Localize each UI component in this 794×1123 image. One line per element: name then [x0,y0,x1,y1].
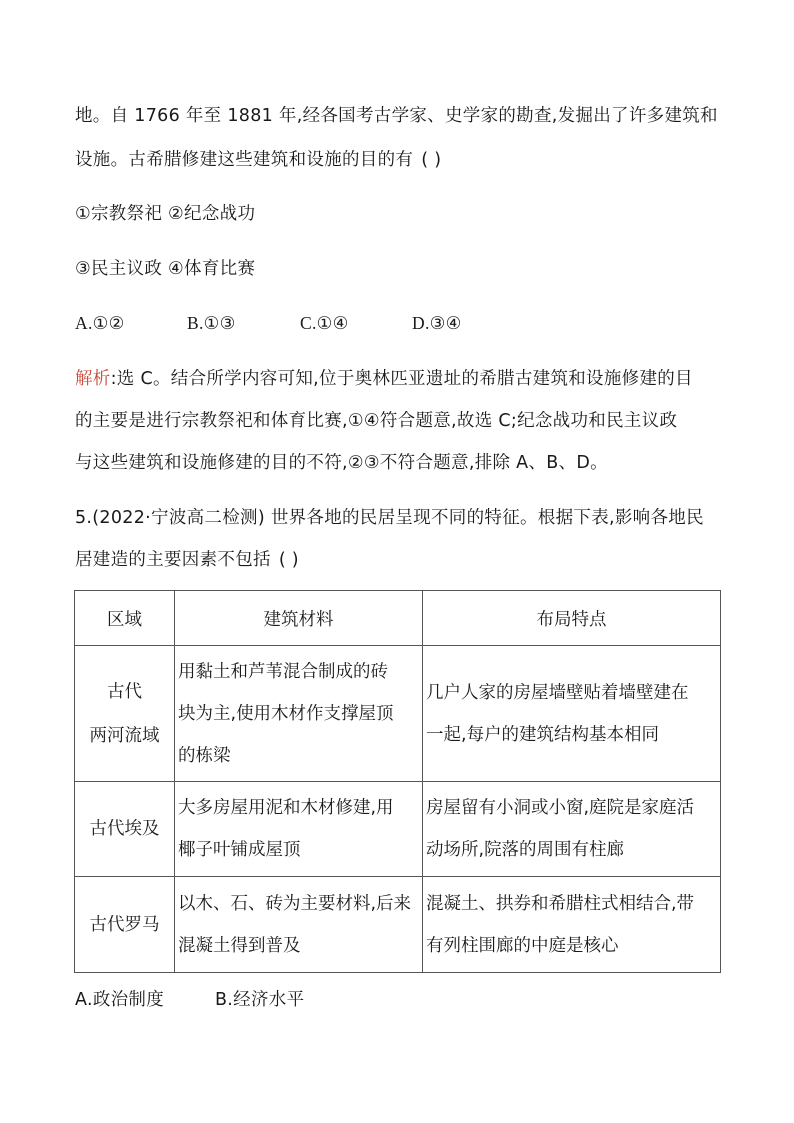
region-cell [75,782,175,877]
question5-text-line-2 [75,548,299,572]
region-line: 古代罗马 [89,914,160,935]
layout-line: 房屋留有小洞或小窗,庭院是家庭活 [426,798,695,818]
table-row [75,646,721,782]
layout-line: 几户人家的房屋墙壁贴着墙壁建在 [426,682,689,703]
question5-text-line-1: 5.(2022·宁波高二检测) 世界各地的民居呈现不同的特征。根据下表,影响各地民 [75,508,704,528]
layout-line: 一起,每户的建筑结构基本相同 [426,724,660,745]
option-c: C.①④ [300,313,349,333]
region-line: 古代埃及 [89,819,160,839]
option-a: A.①② [75,313,125,333]
question5-stem: 居建造的主要因素不包括 [75,550,271,570]
material-line: 的栋梁 [178,745,231,766]
analysis-line-3: 与这些建筑和设施修建的目的不符,②③不符合题意,排除 A、B、D。 [75,453,608,473]
header-material: 建筑材料 [175,591,423,646]
option-a: A.政治制度 [75,990,165,1010]
table-header-row [75,591,721,646]
material-line: 以木、石、砖为主要材料,后来 [178,893,412,914]
analysis-line-1 [75,367,693,391]
question4-options [75,311,462,335]
option-b: B.①③ [187,313,236,333]
question4-stem: 设施。古希腊修建这些建筑和设施的目的有 [75,150,414,170]
layout-line: 有列柱围廊的中庭是核心 [426,935,619,956]
option-b: B.经济水平 [215,990,305,1010]
question4-text-line-2 [75,148,441,172]
region-cell [75,877,175,973]
analysis-text-1: :选 C。结合所学内容可知,位于奥林匹亚遗址的希腊古建筑和设施修建的目 [110,369,693,389]
answer-blank: ( ) [421,150,442,170]
option-d: D.③④ [412,313,462,333]
layout-cell [423,782,721,877]
material-line: 椰子叶铺成屋顶 [178,840,301,860]
material-cell [175,646,423,782]
analysis-label: 解析 [75,369,111,389]
material-cell [175,782,423,877]
question4-text-line-1: 地。自 1766 年至 1881 年,经各国考古学家、史学家的勘查,发掘出了许多建筑和 [75,106,718,126]
question4-items-line-2: ③民主议政 ④体育比赛 [75,259,256,279]
housing-table [74,590,721,973]
region-line: 古代 [107,681,142,702]
header-region: 区域 [75,591,175,646]
layout-line: 混凝土、拱券和希腊柱式相结合,带 [426,893,695,914]
table-row [75,877,721,973]
analysis-line-2: 的主要是进行宗教祭祀和体育比赛,①④符合题意,故选 C;纪念战功和民主议政 [75,411,678,431]
region-line: 两河流域 [89,725,160,746]
question4-items-line-1: ①宗教祭祀 ②纪念战功 [75,204,256,224]
region-cell [75,646,175,782]
table-row [75,782,721,877]
header-layout: 布局特点 [423,591,721,646]
material-line: 用黏土和芦苇混合制成的砖 [178,661,388,682]
answer-blank: ( ) [278,550,299,570]
material-line: 大多房屋用泥和木材修建,用 [178,798,394,818]
layout-line: 动场所,院落的周围有柱廊 [426,840,625,860]
question5-options [75,988,304,1012]
material-cell [175,877,423,973]
material-line: 混凝土得到普及 [178,935,301,956]
layout-cell [423,877,721,973]
layout-cell [423,646,721,782]
material-line: 块为主,使用木材作支撑屋顶 [178,703,394,724]
